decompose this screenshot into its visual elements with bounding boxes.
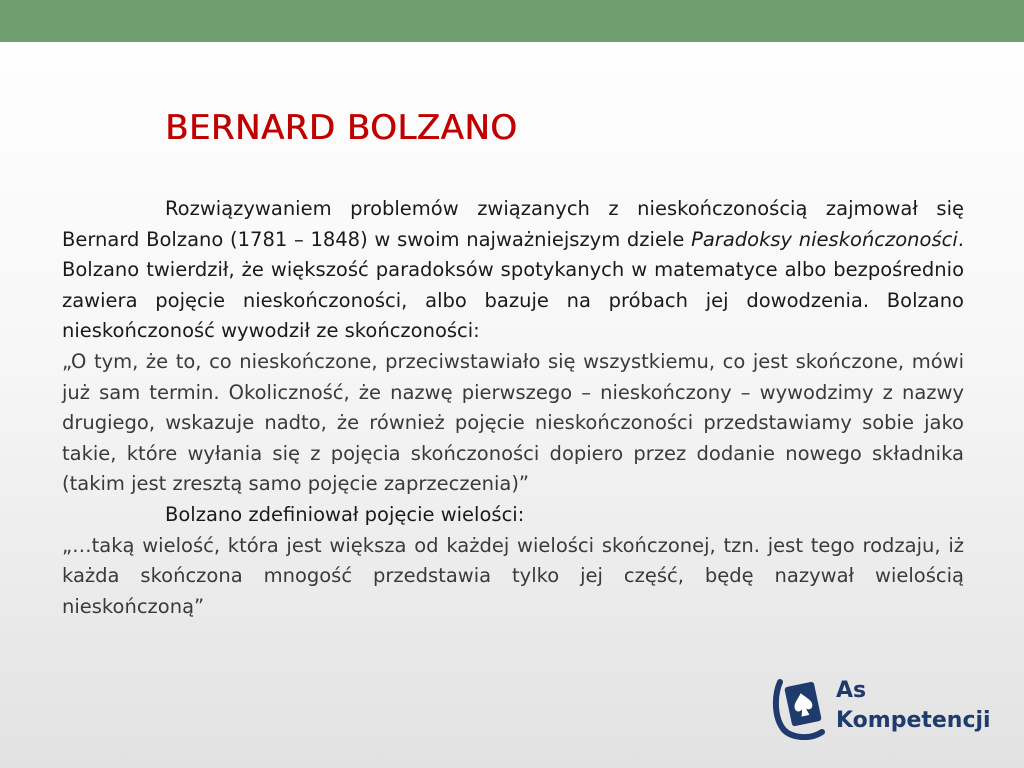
top-bar-divider <box>0 42 1024 50</box>
work-title: Paradoksy nieskończoności <box>691 227 958 251</box>
logo-text-line2: Kompetencji <box>836 708 991 733</box>
paragraph-intro-part2: . Bolzano twierdził, że większość paradoksów spotykanych w matematyce albo bezpośrednio zawiera pojęcie nieskończoności, albo bazuje na próbach jej dowodzenia. Bolzano nieskończoność wywodził ze skończoności: <box>62 227 964 343</box>
top-bar <box>0 0 1024 42</box>
logo <box>770 672 1000 742</box>
quote-first: „O tym, że to, co nieskończone, przeciwstawiało się wszystkiemu, co jest skończone, mówi już sam termin. Okoliczność, że nazwę pierwszego – nieskończony – wywodzimy z nazwy drugiego, wskazuje nadto, że również pojęcie nieskończoności przedstawiamy sobie jako takie, które wyłania się z pojęcia skończoności dopiero przez dodanie nowego składnika (takim jest zresztą samo pojęcie zaprzeczenia)” <box>62 349 964 496</box>
paragraph-definition: Bolzano zdefiniował pojęcie wielości: <box>165 502 525 526</box>
spade-card-icon <box>770 674 832 740</box>
slide-body <box>62 194 964 622</box>
paragraph-intro-part1: Rozwiązywaniem problemów związanych z nieskończonością zajmował się Bernard Bolzano (1781 – 1848) w swoim najważniejszym dziele <box>62 197 964 251</box>
slide-title: BERNARD BOLZANO <box>165 108 518 148</box>
logo-text-line1: As <box>836 678 867 703</box>
paragraph-intro <box>62 194 964 347</box>
quote-second: „…taką wielość, która jest większa od każdej wielości skończonej, tzn. jest tego rodzaju, iż każda skończona mnogość przedstawia tylko jej część, będę nazywał wielością nieskończoną” <box>62 533 964 618</box>
